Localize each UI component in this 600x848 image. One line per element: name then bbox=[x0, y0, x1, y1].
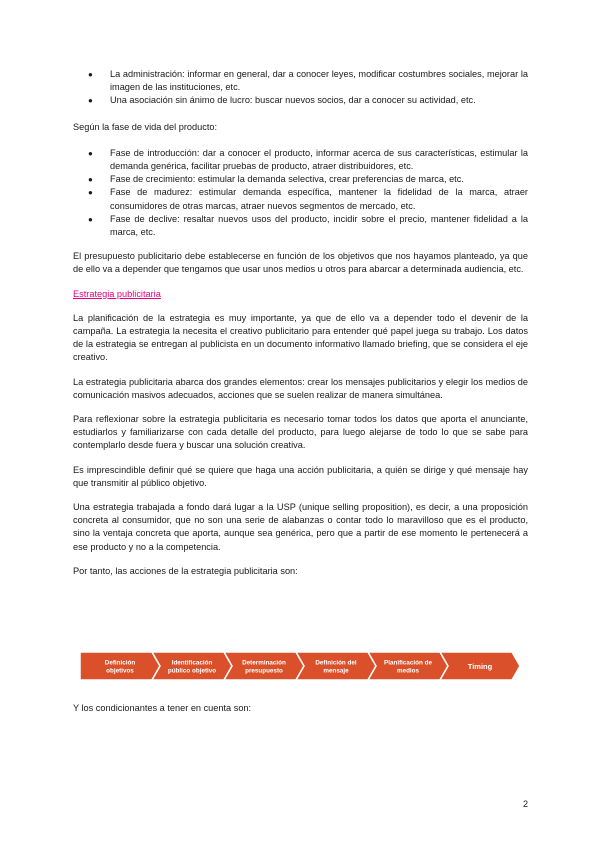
closing-line: Y los condicionantes a tener en cuenta son: bbox=[73, 703, 252, 713]
list-phases bbox=[73, 147, 528, 239]
paragraph: Para reflexionar sobre la estrategia publicitaria es necesario tomar todos los datos que aporta el anunciante, estudiarlos y familiarizarse con cada detalle del producto, para luego alejarse de todo lo que se sabe para contemplarlo desde fuera y buscar una solución creativa. bbox=[73, 414, 528, 451]
list-item-text: Fase de crecimiento: estimular la demanda selectiva, crear preferencias de marca, etc. bbox=[110, 174, 464, 185]
paragraph-budget: El presupuesto publicitario debe establecerse en función de los objetivos que nos hayamos planteado, ya que de ello va a depender que tengamos que usar unos medios u otros para abarcar a determinada audiencia, etc. bbox=[73, 251, 528, 275]
bullet-icon: ● bbox=[88, 96, 93, 106]
list-item-text: Fase de introducción: dar a conocer el producto, informar acerca de sus características, estimular la demanda genérica, facilitar pruebas de producto, atraer distribuidores, etc. bbox=[110, 147, 528, 172]
process-step-label: Definición del bbox=[315, 659, 357, 667]
section-heading: Estrategia publicitaria bbox=[73, 288, 161, 299]
list-item bbox=[73, 147, 528, 173]
process-step-label: objetivos bbox=[106, 667, 134, 675]
process-step-label: Determinación bbox=[242, 659, 286, 667]
list-item-text: Fase de declive: resaltar nuevos usos del producto, incidir sobre el precio, mantener fidelidad a la marca, etc. bbox=[110, 213, 528, 238]
process-chevrons bbox=[80, 652, 520, 680]
list-item bbox=[73, 94, 528, 107]
bullet-icon: ● bbox=[88, 70, 93, 79]
list-item-text: Fase de madurez: estimular demanda específica, mantener la fidelidad de la marca, atraer consumidores de otras marcas, atraer nuevos segmentos de mercado, etc. bbox=[110, 187, 528, 211]
page-content bbox=[73, 68, 528, 578]
bullet-icon: ● bbox=[88, 188, 93, 198]
list-item bbox=[73, 186, 528, 212]
paragraph: La estrategia publicitaria abarca dos grandes elementos: crear los mensajes publicitarios y elegir los medios de comunicación masivos adecuados, acciones que se suelen realizar de manera simultánea. bbox=[73, 376, 528, 400]
list-item bbox=[73, 68, 528, 94]
list-item bbox=[73, 213, 528, 239]
process-step-label: presupuesto bbox=[245, 667, 283, 675]
process-step-label: Identificación bbox=[171, 659, 213, 667]
list-item-text: Una asociación sin ánimo de lucro: buscar nuevos socios, dar a conocer su actividad, etc. bbox=[110, 95, 476, 106]
process-step-label: público objetivo bbox=[167, 667, 217, 675]
bullet-icon: ● bbox=[88, 175, 93, 185]
process-step-label: Definición bbox=[104, 659, 136, 667]
page-number: 2 bbox=[522, 799, 528, 809]
paragraph: Una estrategia trabajada a fondo dará lugar a la USP (unique selling proposition), es decir, a una proposición concreta al consumidor, que no son una serie de alabanzas o contar todo lo maravilloso que es el producto, sino la ventaja concreta que aporta, aunque sea genérica, pero que a partir de ese momento le pertenecerá a ese producto y no a la competencia. bbox=[73, 502, 528, 552]
process-diagram bbox=[80, 652, 520, 680]
process-step-label: Timing bbox=[467, 662, 493, 671]
paragraph: La planificación de la estrategia es muy importante, ya que de ello va a depender todo el devenir de la campaña. La estrategia la necesita el creativo publicitario para entender qué papel juega su trabajo. Los datos de la estrategia se entregan al publicista en un documento informativo llamado briefing, que se considera el eje creativo. bbox=[73, 312, 528, 363]
paragraph: Es imprescindible definir qué se quiere que haga una acción publicitaria, a quién se dirige y qué mensaje hay que transmitir al público objetivo. bbox=[73, 464, 528, 488]
list-item bbox=[73, 173, 528, 186]
list-item-text: La administración: informar en general, dar a conocer leyes, modificar costumbres sociales, mejorar la imagen de las instituciones, etc. bbox=[110, 69, 528, 93]
intro-phase: Según la fase de vida del producto: bbox=[73, 121, 218, 132]
bullet-icon: ● bbox=[88, 148, 93, 158]
list-institutions bbox=[73, 68, 528, 108]
paragraph: Por tanto, las acciones de la estrategia publicitaria son: bbox=[73, 565, 298, 576]
process-step-label: Planificación de bbox=[384, 659, 432, 667]
bullet-icon: ● bbox=[88, 214, 93, 224]
process-step-label: mensaje bbox=[323, 667, 349, 675]
process-step-label: medios bbox=[396, 667, 420, 675]
